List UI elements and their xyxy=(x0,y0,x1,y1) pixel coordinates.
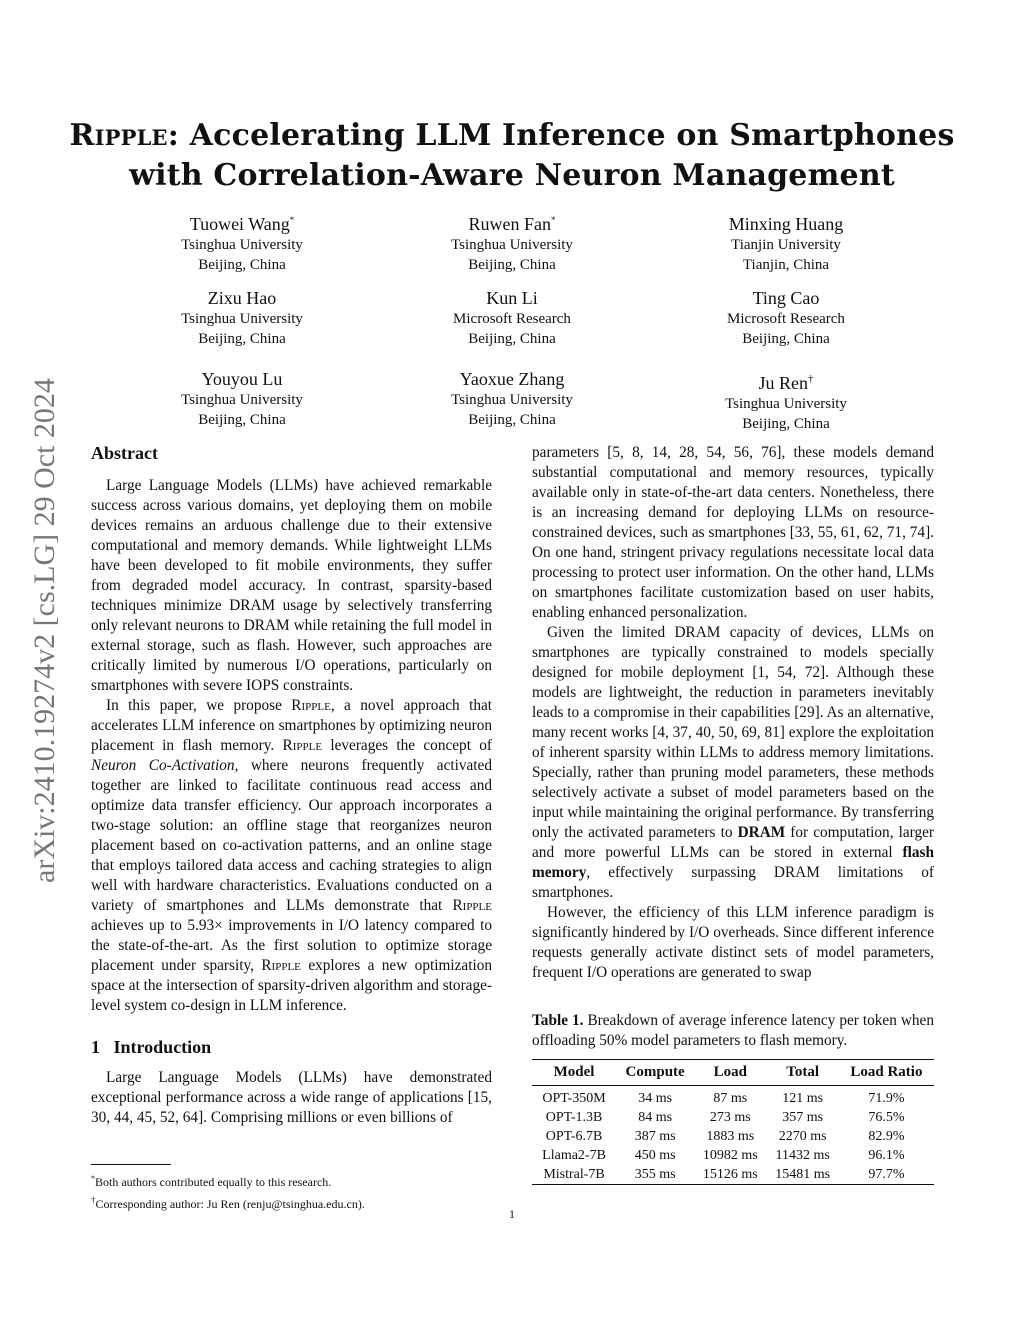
footnote-2 xyxy=(91,1191,491,1213)
table-cell: 15126 ms xyxy=(694,1165,766,1185)
column-header: Compute xyxy=(616,1060,694,1086)
table-cell: 84 ms xyxy=(638,1110,673,1125)
author-mark: * xyxy=(289,215,295,225)
table-cell: 10982 ms xyxy=(702,1148,758,1163)
author-location: Beijing, China xyxy=(468,257,556,273)
page-number: 1 xyxy=(509,1207,515,1221)
author-block xyxy=(382,209,642,275)
text-run: achieves up to 5.93× improvements in I/O latency compared to the state-of-the-art. As the first solution to optimize storage placement under sparsity, xyxy=(91,917,492,974)
title-line2: with Correlation-Aware Neuron Management xyxy=(129,158,895,193)
author-name: Tuowei Wang xyxy=(189,214,290,234)
table-label: Table 1. xyxy=(532,1012,584,1029)
author-name: Ruwen Fan xyxy=(468,214,551,234)
section-number: 1 xyxy=(91,1037,100,1057)
text-run: Given the limited DRAM capacity of devices, LLMs on smartphones are typically constrained to models specially designed for mobile deployment [1, 54, 72]. Although these models are lightweight, the reduction in parameters inevitably leads to a compromise in their capabilities [29]. As an alternative, many recent works [4, 37, 40, 50, 69, 81] explore the exploitation of inherent sparsity within LLMs to address memory limitations. Specially, rather than pruning model parameters, these methods selectively activate a subset of model parameters based on the input while maintaining the original performance. By transferring only the activated parameters to xyxy=(532,624,934,841)
system-name: Ripple xyxy=(282,737,323,754)
author-block xyxy=(382,287,642,349)
table-cell: OPT-1.3B xyxy=(545,1110,603,1125)
text-run: In this paper, we propose xyxy=(106,697,292,714)
table-cell: 76.5% xyxy=(868,1110,905,1125)
emphasis-term: Neuron Co-Activation xyxy=(91,757,235,774)
footnote-rule xyxy=(91,1164,171,1165)
table-cell: 121 ms xyxy=(782,1091,824,1106)
introduction-heading xyxy=(91,1036,492,1058)
author-location: Beijing, China xyxy=(468,331,556,347)
author-location: Beijing, China xyxy=(468,412,556,428)
latency-table xyxy=(532,1059,934,1185)
author-name: Ting Cao xyxy=(752,288,820,308)
right-paragraph-2 xyxy=(532,623,934,903)
author-affiliation: Tsinghua University xyxy=(181,311,303,327)
table-row xyxy=(532,1146,934,1165)
author-location: Beijing, China xyxy=(742,416,830,432)
abstract-heading: Abstract xyxy=(91,443,158,463)
table-caption xyxy=(532,1011,934,1051)
column-header: Load Ratio xyxy=(839,1060,934,1086)
table-cell: 357 ms xyxy=(782,1110,824,1125)
author-name: Minxing Huang xyxy=(728,214,844,234)
author-affiliation: Tianjin University xyxy=(731,237,841,253)
bold-term: flash memory xyxy=(532,844,934,881)
table-cell: 387 ms xyxy=(634,1129,676,1144)
table-cell: Mistral-7B xyxy=(532,1165,616,1185)
table-cell: 82.9% xyxy=(868,1129,905,1144)
author-affiliation: Microsoft Research xyxy=(453,311,571,327)
table-cell: 97.7% xyxy=(839,1165,934,1185)
author-affiliation: Tsinghua University xyxy=(725,396,847,412)
right-paragraph-3: However, the efficiency of this LLM inference paradigm is significantly hindered by I/O overheads. Since different inference requests generally activate distinct sets of model parameters, frequent I/O operations are generated to swap xyxy=(532,904,934,981)
table-cell: 11432 ms xyxy=(775,1148,830,1163)
author-block xyxy=(656,209,916,275)
author-affiliation: Tsinghua University xyxy=(181,237,303,253)
section-title: Introduction xyxy=(113,1037,212,1057)
author-name: Zixu Hao xyxy=(207,288,277,308)
table-cell: OPT-350M xyxy=(542,1091,606,1106)
title-system-name: Ripple xyxy=(69,118,168,153)
text-run: , where neurons frequently activated together are linked to facilitate continuous read access and optimize data transfer efficiency. Our approach incorporates a two-stage solution: an offline stage that reorganizes neuron placement based on co-activation patterns, and an online stage that employs tailored data access and caching strategies to align well with hardware characteristics. Evaluations conducted on a variety of smartphones and LLMs demonstrate that xyxy=(91,757,492,914)
right-paragraph-1: parameters [5, 8, 14, 28, 54, 56, 76], these models demand substantial computational and memory resources, typically available only in state-of-the-art data centers. Nonetheless, there is an increasing demand for deploying LLMs on resource-constrained devices, such as smartphones [33, 55, 61, 62, 71, 74]. On one hand, stringent privacy regulations necessitate local data processing to protect user information. On the other hand, LLMs on smartphones facilitate customization based on user habits, enabling enhanced personalization. xyxy=(532,444,934,621)
table-cell: 96.1% xyxy=(868,1148,905,1163)
author-name: Kun Li xyxy=(486,288,538,308)
table-cell: 15481 ms xyxy=(767,1165,839,1185)
author-name: Youyou Lu xyxy=(201,369,283,389)
right-column xyxy=(532,443,934,1185)
author-block xyxy=(656,368,916,434)
author-affiliation: Tsinghua University xyxy=(181,392,303,408)
author-block xyxy=(382,368,642,430)
text-run: leverages the concept of xyxy=(322,737,492,754)
footnote-text: Corresponding author: Ju Ren (renju@tsinghua.edu.cn). xyxy=(95,1197,365,1211)
table-cell: 2270 ms xyxy=(778,1129,827,1144)
author-block xyxy=(112,287,372,349)
table-cell: OPT-6.7B xyxy=(545,1129,603,1144)
bold-term: DRAM xyxy=(737,824,786,841)
title-line1-rest: : Accelerating LLM Inference on Smartphones xyxy=(167,118,955,153)
author-name: Ju Ren xyxy=(758,373,808,393)
table-cell: 34 ms xyxy=(638,1091,673,1106)
paper-title xyxy=(60,116,964,196)
system-name: Ripple xyxy=(452,897,492,914)
column-header: Total xyxy=(767,1060,839,1086)
footnote-mark: * xyxy=(91,1174,95,1183)
table-row xyxy=(532,1108,934,1127)
author-block xyxy=(656,287,916,349)
author-location: Beijing, China xyxy=(198,412,286,428)
intro-paragraph-1: Large Language Models (LLMs) have demonstrated exceptional performance across a wide range of applications [15, 30, 44, 45, 52, 64]. Comprising millions or even billions of xyxy=(91,1069,492,1126)
table-header-row xyxy=(532,1060,934,1086)
system-name: Ripple xyxy=(261,957,301,974)
text-run: explores a new optimization space at the intersection of sparsity-driven algorithm and storage-level system co-design in LLM inference. xyxy=(91,957,492,1014)
author-block xyxy=(112,368,372,430)
author-location: Beijing, China xyxy=(198,257,286,273)
table-cell: 273 ms xyxy=(709,1110,751,1125)
author-name: Yaoxue Zhang xyxy=(459,369,565,389)
table-cell: 71.9% xyxy=(868,1091,905,1106)
text-run: , effectively surpassing DRAM limitations of smartphones. xyxy=(532,864,934,901)
footnotes xyxy=(91,1170,491,1213)
column-header: Model xyxy=(532,1060,616,1086)
footnote-1 xyxy=(91,1170,491,1191)
abstract-paragraph-2 xyxy=(91,696,492,1016)
author-mark: † xyxy=(808,373,814,385)
author-location: Beijing, China xyxy=(198,331,286,347)
table-row xyxy=(532,1165,934,1185)
abstract-paragraph-1: Large Language Models (LLMs) have achieved remarkable success across various domains, yet deploying them on mobile devices remains an arduous challenge due to their extensive computational and memory demands. While lightweight LLMs have been developed to fit mobile environments, they suffer from degraded model accuracy. In contrast, sparsity-based techniques minimize DRAM usage by selectively transferring only relevant neurons to DRAM while retaining the full model in external storage, such as flash. However, such approaches are critically limited by numerous I/O operations, particularly on smartphones with severe IOPS constraints. xyxy=(91,477,492,694)
table-cell: 450 ms xyxy=(634,1148,676,1163)
author-location: Beijing, China xyxy=(742,331,830,347)
table-cell: 87 ms xyxy=(713,1091,748,1106)
author-affiliation: Tsinghua University xyxy=(451,237,573,253)
column-header: Load xyxy=(694,1060,766,1086)
table-cell: 1883 ms xyxy=(706,1129,755,1144)
author-block xyxy=(112,209,372,275)
footnote-mark: † xyxy=(91,1195,96,1205)
footnote-text: Both authors contributed equally to this research. xyxy=(95,1175,332,1189)
author-mark: * xyxy=(551,215,556,225)
table-row xyxy=(532,1127,934,1146)
author-location: Tianjin, China xyxy=(742,257,830,273)
left-column xyxy=(91,442,492,1128)
arxiv-side-stamp: arXiv:2410.19274v2 [cs.LG] 29 Oct 2024 xyxy=(28,378,61,883)
author-affiliation: Tsinghua University xyxy=(451,392,573,408)
text-run: , a novel approach that accelerates LLM inference on smartphones by optimizing neuron placement in flash memory. xyxy=(91,697,493,754)
system-name: Ripple xyxy=(291,697,331,714)
table-row xyxy=(532,1086,934,1109)
author-affiliation: Microsoft Research xyxy=(727,311,845,327)
table-cell: 355 ms xyxy=(616,1165,694,1185)
text-run: for computation, larger and more powerful LLMs can be stored in external xyxy=(532,824,935,861)
table-cell: Llama2-7B xyxy=(542,1148,606,1163)
table-caption-text: Breakdown of average inference latency per token when offloading 50% model parameters to flash memory. xyxy=(532,1012,934,1049)
